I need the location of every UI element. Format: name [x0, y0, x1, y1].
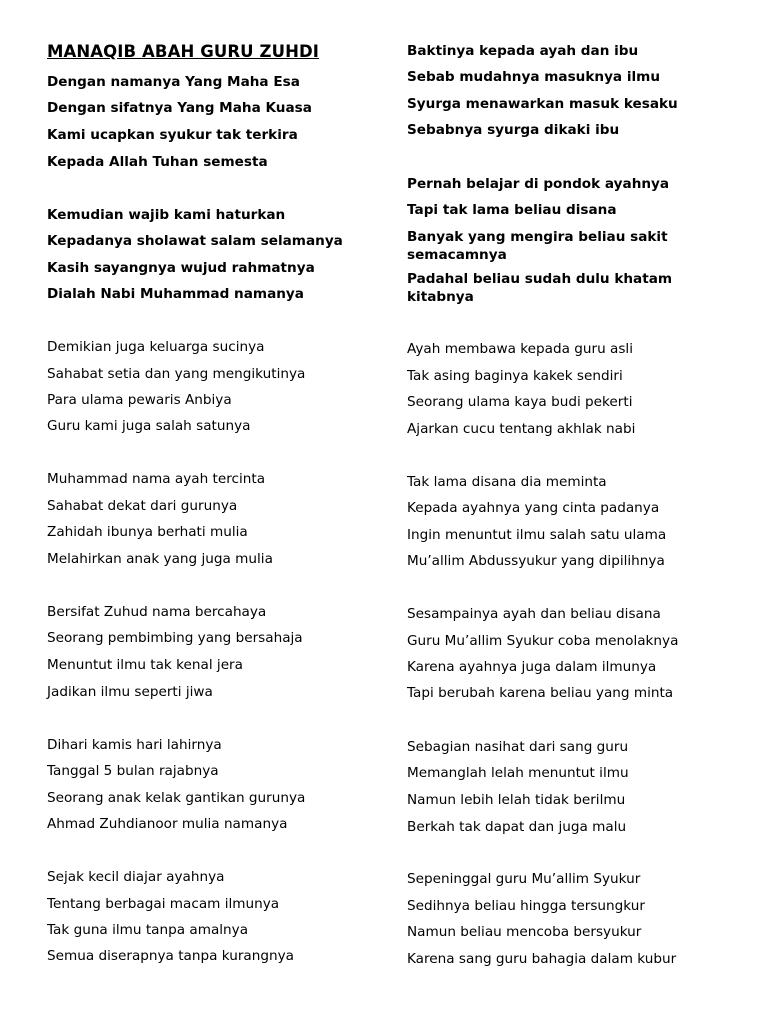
verse-line: Guru kami juga salah satunya: [47, 418, 251, 434]
verse-line: Zahidah ibunya berhati mulia: [47, 524, 248, 540]
verse-line: Ahmad Zuhdianoor mulia namanya: [47, 816, 288, 832]
verse-line: Banyak yang mengira beliau sakit semacamnya: [407, 229, 668, 263]
verse-line: Semua diserapnya tanpa kurangnya: [47, 948, 294, 964]
verse-line: Sebabnya syurga dikaki ibu: [407, 122, 620, 138]
document-title: MANAQIB ABAH GURU ZUHDI: [47, 42, 320, 61]
verse-line: Sepeninggal guru Mu’allim Syukur: [407, 871, 641, 887]
verse-line: Kepada Allah Tuhan semesta: [47, 154, 268, 170]
verse-line: Seorang ulama kaya budi pekerti: [407, 394, 633, 410]
verse-line: Dihari kamis hari lahirnya: [47, 737, 222, 753]
verse-line: Sahabat setia dan yang mengikutinya: [47, 366, 306, 382]
verse-line: Tentang berbagai macam ilmunya: [47, 896, 280, 912]
verse-line: Bersifat Zuhud nama bercahaya: [47, 604, 267, 620]
verse-line: Tak asing baginya kakek sendiri: [407, 368, 623, 384]
verse-line: Para ulama pewaris Anbiya: [47, 392, 232, 408]
verse-line: Kami ucapkan syukur tak terkira: [47, 127, 298, 143]
verse-line: Seorang pembimbing yang bersahaja: [47, 630, 303, 646]
verse-line: Pernah belajar di pondok ayahnya: [407, 176, 670, 192]
verse-line: Padahal beliau sudah dulu khatam kitabnya: [407, 271, 673, 305]
verse-line: Memanglah lelah menuntut ilmu: [407, 765, 629, 781]
verse-line: Menuntut ilmu tak kenal jera: [47, 657, 243, 673]
verse-line: Melahirkan anak yang juga mulia: [47, 551, 273, 567]
verse-line: Dengan sifatnya Yang Maha Kuasa: [47, 100, 312, 116]
verse-line: Sahabat dekat dari gurunya: [47, 498, 238, 514]
verse-line: Kepada ayahnya yang cinta padanya: [407, 500, 660, 516]
verse-line: Tapi tak lama beliau disana: [407, 202, 617, 218]
verse-line: Kasih sayangnya wujud rahmatnya: [47, 260, 315, 276]
verse-line: Demikian juga keluarga sucinya: [47, 339, 265, 355]
verse-line: Karena sang guru bahagia dalam kubur: [407, 951, 677, 967]
verse-line: Sesampainya ayah dan beliau disana: [407, 606, 661, 622]
verse-line: Namun beliau mencoba bersyukur: [407, 924, 642, 940]
verse-line: Seorang anak kelak gantikan gurunya: [47, 790, 306, 806]
verse-line: Tanggal 5 bulan rajabnya: [47, 763, 219, 779]
verse-line: Sejak kecil diajar ayahnya: [47, 869, 225, 885]
verse-line: Ajarkan cucu tentang akhlak nabi: [407, 421, 636, 437]
verse-line: Sebab mudahnya masuknya ilmu: [407, 69, 660, 85]
verse-line: Kemudian wajib kami haturkan: [47, 207, 286, 223]
verse-line: Sebagian nasihat dari sang guru: [407, 739, 629, 755]
verse-line: Tak lama disana dia meminta: [407, 474, 607, 490]
verse-line: Berkah tak dapat dan juga malu: [407, 819, 627, 835]
verse-line: Tak guna ilmu tanpa amalnya: [47, 922, 249, 938]
verse-line: Mu’allim Abdussyukur yang dipilihnya: [407, 553, 665, 569]
verse-line: Jadikan ilmu seperti jiwa: [47, 684, 213, 700]
verse-line: Guru Mu’allim Syukur coba menolaknya: [407, 633, 679, 649]
verse-line: Sedihnya beliau hingga tersungkur: [407, 898, 645, 914]
verse-line: Muhammad nama ayah tercinta: [47, 471, 266, 487]
verse-line: Baktinya kepada ayah dan ibu: [407, 43, 639, 59]
verse-line: Kepadanya sholawat salam selamanya: [47, 233, 343, 249]
verse-line: Ayah membawa kepada guru asli: [407, 341, 633, 357]
verse-line: Dengan namanya Yang Maha Esa: [47, 74, 300, 90]
verse-line: Ingin menuntut ilmu salah satu ulama: [407, 527, 667, 543]
verse-line: Dialah Nabi Muhammad namanya: [47, 286, 304, 302]
verse-line: Karena ayahnya juga dalam ilmunya: [407, 659, 657, 675]
verse-line: Namun lebih lelah tidak berilmu: [407, 792, 626, 808]
verse-line: Syurga menawarkan masuk kesaku: [407, 96, 678, 112]
verse-line: Tapi berubah karena beliau yang minta: [407, 685, 674, 701]
